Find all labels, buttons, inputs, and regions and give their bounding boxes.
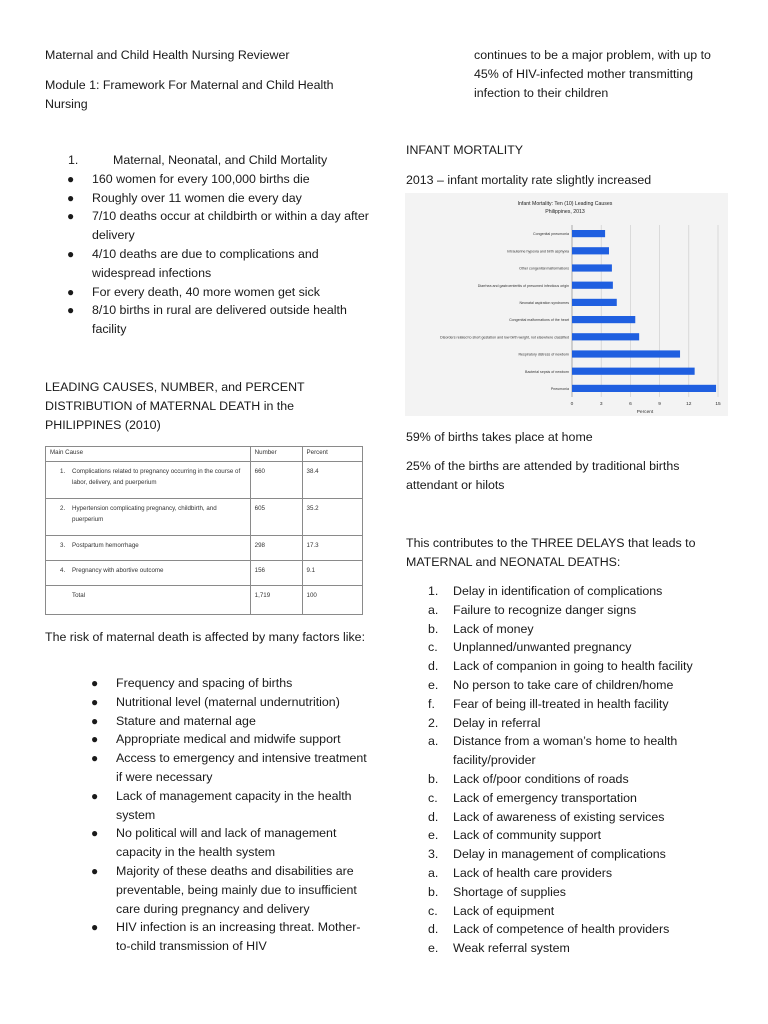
bullet-icon: ● xyxy=(91,751,99,766)
cause-text: Total xyxy=(72,592,86,599)
delay-item xyxy=(406,676,736,695)
delay-item xyxy=(406,826,736,845)
table-header-cell: Number xyxy=(250,447,302,462)
delay-marker: e. xyxy=(428,941,439,956)
list-item-text: Lack of management capacity in the health system xyxy=(116,788,352,822)
list-item-text: Nutritional level (maternal undernutrition) xyxy=(116,694,340,709)
x-axis-label: Percent xyxy=(636,410,654,415)
list-item xyxy=(69,824,369,862)
cause-text: Postpartum hemorrhage xyxy=(72,542,139,549)
delay-item xyxy=(406,638,736,657)
bullet-icon: ● xyxy=(67,190,75,205)
bullet-icon: ● xyxy=(67,246,75,261)
table-header-cell: Percent xyxy=(302,447,362,462)
cause-wrap xyxy=(50,565,246,576)
delay-marker: a. xyxy=(428,865,439,880)
bullet-icon: ● xyxy=(91,826,99,841)
bullet-icon: ● xyxy=(91,920,99,935)
document-title: Maternal and Child Health Nursing Reviewer xyxy=(45,48,290,62)
cause-number: 1. xyxy=(60,468,66,475)
table-cell-percent: 35.2 xyxy=(302,499,362,536)
table-cell-number: 1,719 xyxy=(250,586,302,615)
delay-item xyxy=(406,883,736,902)
y-tick-label: Disorders related to short gestation and low birth weight, not elsewhere classified xyxy=(440,335,569,340)
chart-subtitle: Philippines, 2013 xyxy=(545,209,585,215)
cause-wrap xyxy=(50,590,246,601)
bullet-icon: ● xyxy=(67,303,75,318)
births-home: 59% of births takes place at home xyxy=(406,430,593,444)
table-row xyxy=(46,586,363,615)
infant-mortality-chart xyxy=(405,193,728,416)
delay-marker: d. xyxy=(428,809,439,824)
delay-marker: 2. xyxy=(428,715,439,730)
delay-marker: d. xyxy=(428,659,439,674)
y-tick-label: Diarrhea and gastroenteritis of presumed infectious origin xyxy=(477,283,569,288)
bullet-icon: ● xyxy=(91,713,99,728)
table-row xyxy=(46,499,363,536)
three-delays-list xyxy=(406,582,736,958)
table-cell-number: 660 xyxy=(250,462,302,499)
bullet-icon: ● xyxy=(67,171,75,186)
cause-text: Complications related to pregnancy occurring in the course of labor, delivery, and puerperium xyxy=(72,468,241,486)
list-item xyxy=(69,693,369,712)
delay-text: Lack of emergency transportation xyxy=(453,790,637,805)
y-tick-label: Other congenital malformations xyxy=(519,266,569,271)
delay-text: Shortage of supplies xyxy=(453,884,566,899)
bullet-icon: ● xyxy=(67,209,75,224)
table-cell-cause xyxy=(46,586,251,615)
delay-marker: c. xyxy=(428,903,438,918)
delay-item xyxy=(406,657,736,676)
cause-number: 3. xyxy=(60,542,66,549)
chart-svg xyxy=(405,193,728,416)
delay-item xyxy=(406,695,736,714)
x-tick-label: 9 xyxy=(658,402,661,407)
y-tick-label: Congenital malformations of the heart xyxy=(509,318,569,323)
mortality-bullets xyxy=(45,170,375,339)
chart-bar xyxy=(572,368,695,375)
list-item xyxy=(69,674,369,693)
delay-item xyxy=(406,770,736,789)
chart-title: Infant Mortality: Ten (10) Leading Causes xyxy=(517,201,613,207)
list-item-text: Frequency and spacing of births xyxy=(116,676,293,690)
list-item-text: 4/10 deaths are due to complications and widespread infections xyxy=(92,246,319,280)
delay-text: Weak referral system xyxy=(453,941,570,956)
bullet-icon: ● xyxy=(91,732,99,747)
delay-text: Delay in management of complications xyxy=(453,847,666,862)
bullet-icon: ● xyxy=(67,284,75,299)
table-row xyxy=(46,536,363,561)
bullet-icon: ● xyxy=(91,788,99,803)
infant-mortality-2013: 2013 – infant mortality rate slightly increased xyxy=(406,173,652,187)
cause-text: Pregnancy with abortive outcome xyxy=(72,567,164,574)
delay-text: Delay in identification of complications xyxy=(453,584,663,598)
delay-item xyxy=(406,864,736,883)
delay-text: Distance from a woman’s home to health facility/provider xyxy=(453,734,678,768)
delay-marker: c. xyxy=(428,790,438,805)
delay-text: Lack of equipment xyxy=(453,903,555,918)
delay-item xyxy=(406,714,736,733)
delay-marker: e. xyxy=(428,677,439,692)
list-item-text: Majority of these deaths and disabilities are preventable, being mainly due to insufficient care during pregnancy and delivery xyxy=(116,863,357,916)
table-cell-number: 298 xyxy=(250,536,302,561)
x-tick-label: 3 xyxy=(599,402,603,407)
list-item xyxy=(45,283,375,302)
delay-marker: c. xyxy=(428,640,438,655)
delay-item xyxy=(406,920,736,939)
delay-text: No person to take care of children/home xyxy=(453,677,674,692)
table-cell-cause xyxy=(46,536,251,561)
list-item xyxy=(69,712,369,731)
table-header-row xyxy=(46,447,363,462)
three-delays-intro: This contributes to the THREE DELAYS that leads to MATERNAL and NEONATAL DEATHS: xyxy=(406,536,696,569)
cause-number: 4. xyxy=(60,567,66,574)
list-item-text: 7/10 deaths occur at childbirth or within a day after delivery xyxy=(92,209,369,243)
list-item xyxy=(45,189,375,208)
delay-marker: b. xyxy=(428,621,439,636)
delay-text: Lack of health care providers xyxy=(453,865,613,880)
list-item xyxy=(69,787,369,825)
list-item-text: 160 women for every 100,000 births die xyxy=(92,171,310,186)
x-tick-label: 0 xyxy=(570,402,574,407)
cause-wrap xyxy=(50,503,246,525)
list-item-text: For every death, 40 more women get sick xyxy=(92,284,320,299)
delay-marker: d. xyxy=(428,922,439,937)
cause-wrap xyxy=(50,466,246,488)
table-row xyxy=(46,462,363,499)
infant-mortality-heading: INFANT MORTALITY xyxy=(406,143,524,157)
table-cell-number: 156 xyxy=(250,561,302,586)
list-item xyxy=(69,730,369,749)
chart-bar xyxy=(572,264,612,271)
delay-text: Lack of awareness of existing services xyxy=(453,809,665,824)
bullet-icon: ● xyxy=(91,694,99,709)
delay-text: Lack of/poor conditions of roads xyxy=(453,771,629,786)
delay-marker: b. xyxy=(428,771,439,786)
section-heading xyxy=(45,151,375,170)
delay-marker: a. xyxy=(428,734,439,749)
delay-text: Delay in referral xyxy=(453,715,541,730)
leading-causes-heading: LEADING CAUSES, NUMBER, and PERCENT DISTRIBUTION of MATERNAL DEATH in the PHILIPPINES (2010) xyxy=(45,380,305,432)
mortality-section xyxy=(45,151,375,339)
delay-marker: a. xyxy=(428,602,439,617)
list-item xyxy=(69,749,369,787)
cause-number: 2. xyxy=(60,505,66,512)
delay-text: Unplanned/unwanted pregnancy xyxy=(453,640,632,655)
list-item xyxy=(69,918,369,956)
births-attended: 25% of the births are attended by traditional births attendant or hilots xyxy=(406,459,680,492)
y-tick-label: Bacterial sepsis of newborn xyxy=(525,369,569,374)
list-item-text: HIV infection is an increasing threat. Mother-to-child transmission of HIV xyxy=(116,920,361,954)
risk-intro: The risk of maternal death is affected by many factors like: xyxy=(45,630,366,644)
delay-item xyxy=(406,939,736,958)
list-item xyxy=(45,301,375,339)
chart-bar xyxy=(572,350,680,357)
cause-wrap xyxy=(50,540,246,551)
delay-text: Lack of companion in going to health facility xyxy=(453,659,693,674)
y-tick-label: Neonatal aspiration syndromes xyxy=(519,301,569,305)
table-cell-cause xyxy=(46,499,251,536)
table-header-cell: Main Cause xyxy=(46,447,251,462)
x-tick-label: 6 xyxy=(629,402,632,407)
delay-marker: e. xyxy=(428,828,439,843)
table-cell-number: 605 xyxy=(250,499,302,536)
module-title: Module 1: Framework For Maternal and Child Health Nursing xyxy=(45,78,334,111)
delay-marker: f. xyxy=(428,696,435,711)
list-item-text: No political will and lack of management capacity in the health system xyxy=(116,826,337,860)
list-item-text: Stature and maternal age xyxy=(116,713,256,728)
risk-factor-bullets xyxy=(69,674,369,956)
bullet-icon: ● xyxy=(91,676,99,690)
table-cell-percent: 38.4 xyxy=(302,462,362,499)
chart-bar xyxy=(572,299,617,306)
y-tick-label: Congenital pneumonia xyxy=(533,232,569,237)
delay-text: Lack of community support xyxy=(453,828,602,843)
delay-text: Lack of money xyxy=(453,621,534,636)
chart-bar xyxy=(572,385,716,392)
list-item xyxy=(45,207,375,245)
delay-item xyxy=(406,620,736,639)
chart-bar xyxy=(572,333,639,340)
chart-bar xyxy=(572,230,605,237)
delay-marker: b. xyxy=(428,884,439,899)
list-item-text: 8/10 births in rural are delivered outside health facility xyxy=(92,303,347,337)
delay-item xyxy=(406,845,736,864)
section-heading-text: Maternal, Neonatal, and Child Mortality xyxy=(113,153,328,167)
bullet-icon: ● xyxy=(91,863,99,878)
y-tick-label: Pneumonia xyxy=(550,387,569,391)
delay-text: Fear of being ill-treated in health facility xyxy=(453,696,669,711)
x-tick-label: 15 xyxy=(715,402,721,407)
hiv-continuation: continues to be a major problem, with up to 45% of HIV-infected mother transmitting infection to their children xyxy=(474,48,711,100)
table-cell-cause xyxy=(46,462,251,499)
chart-bar xyxy=(572,247,609,254)
list-item xyxy=(45,245,375,283)
y-tick-label: Intrauterine hypoxia and birth asphyxia xyxy=(507,249,569,254)
delay-text: Failure to recognize danger signs xyxy=(453,602,637,617)
table-row xyxy=(46,561,363,586)
section-number: 1. xyxy=(68,153,79,167)
table-cell-percent: 9.1 xyxy=(302,561,362,586)
table-cell-cause xyxy=(46,561,251,586)
table-cell-percent: 100 xyxy=(302,586,362,615)
chart-bar xyxy=(572,282,613,289)
list-item xyxy=(45,170,375,189)
chart-bar xyxy=(572,316,635,323)
list-item-text: Roughly over 11 women die every day xyxy=(92,190,302,205)
delay-item xyxy=(406,902,736,921)
delay-item xyxy=(406,732,736,770)
list-item-text: Access to emergency and intensive treatment if were necessary xyxy=(116,751,367,784)
list-item-text: Appropriate medical and midwife support xyxy=(116,732,341,747)
delay-item xyxy=(406,582,736,601)
y-tick-label: Respiratory distress of newborn xyxy=(518,352,569,357)
delay-marker: 3. xyxy=(428,847,439,862)
delay-item xyxy=(406,789,736,808)
maternal-death-table xyxy=(45,446,363,615)
x-tick-label: 12 xyxy=(686,402,692,407)
delay-text: Lack of competence of health providers xyxy=(453,922,670,937)
delay-marker: 1. xyxy=(428,584,439,598)
cause-text: Hypertension complicating pregnancy, childbirth, and puerperium xyxy=(72,505,217,523)
table-cell-percent: 17.3 xyxy=(302,536,362,561)
delay-item xyxy=(406,808,736,827)
list-item xyxy=(69,862,369,918)
delay-item xyxy=(406,601,736,620)
